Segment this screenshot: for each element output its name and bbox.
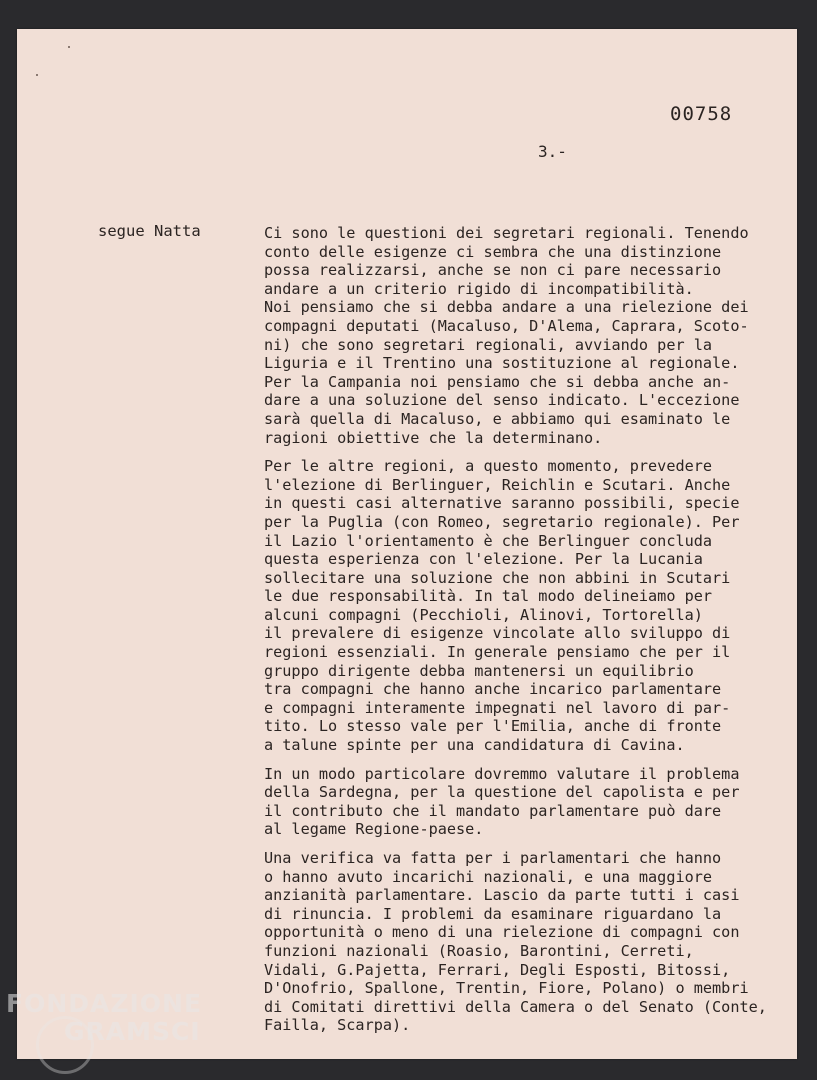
text-line: andare a un criterio rigido di incompatibilità. <box>264 279 694 298</box>
text-line: il contributo che il mandato parlamentare può dare <box>264 801 722 820</box>
text-line: Failla, Scarpa). <box>264 1016 411 1035</box>
text-line: Una verifica va fatta per i parlamentari che hanno <box>264 849 722 867</box>
text-line: al legame Regione-paese. <box>264 820 484 839</box>
text-line: tra compagni che hanno anche incarico parlamentare <box>264 680 722 699</box>
text-line: di Comitati direttivi della Camera o del Senato (Conte, <box>264 997 767 1016</box>
text-line: tito. Lo stesso vale per l'Emilia, anche di fronte <box>264 717 722 736</box>
text-line: possa realizzarsi, anche se non ci pare necessario <box>264 261 722 280</box>
text-line: Ci sono le questioni dei segretari regionali. Tenendo <box>264 224 749 242</box>
fondazione-gramsci-watermark <box>6 990 202 1046</box>
page-number: 3.- <box>538 142 567 161</box>
text-line: Per le altre regioni, a questo momento, prevedere <box>264 457 713 476</box>
text-line: o hanno avuto incarichi nazionali, e una maggiore <box>264 867 713 886</box>
text-line: alcuni compagni (Pecchioli, Alinovi, Tortorella) <box>264 605 703 624</box>
watermark-line-1: FONDAZIONE <box>6 989 203 1018</box>
paper-speck <box>68 46 70 48</box>
text-line: e compagni interamente impegnati nel lavoro di par- <box>264 698 731 717</box>
text-line: Vidali, G.Pajetta, Ferrari, Degli Esposti, Bitossi, <box>264 960 731 979</box>
text-line: ragioni obiettive che la determinano. <box>264 428 603 447</box>
paragraph <box>264 849 784 1035</box>
text-line: Per la Campania noi pensiamo che si debba anche an- <box>264 372 731 391</box>
paragraph <box>264 457 784 755</box>
watermark-line-2: GRAMSCI <box>64 1017 201 1046</box>
text-line: Noi pensiamo che si debba andare a una rielezione dei <box>264 298 749 317</box>
text-line: in questi casi alternative saranno possibili, specie <box>264 494 740 513</box>
text-line: della Sardegna, per la questione del capolista e per <box>264 783 740 802</box>
text-line: sarà quella di Macaluso, e abbiamo qui esaminato le <box>264 409 731 428</box>
paper-speck <box>36 74 38 76</box>
text-line: Liguria e il Trentino una sostituzione al regionale. <box>264 354 740 373</box>
text-line: dare a una soluzione del senso indicato. L'eccezione <box>264 391 740 410</box>
text-line: le due responsabilità. In tal modo delineiamo per <box>264 587 713 606</box>
paragraph <box>264 224 784 447</box>
text-line: funzioni nazionali (Roasio, Barontini, Cerreti, <box>264 941 694 960</box>
text-line: ni) che sono segretari regionali, avviando per la <box>264 335 713 354</box>
text-line: regioni essenziali. In generale pensiamo che per il <box>264 643 731 662</box>
text-line: anzianità parlamentare. Lascio da parte tutti i casi <box>264 886 740 905</box>
transcript-body <box>264 224 784 1045</box>
text-line: compagni deputati (Macaluso, D'Alema, Caprara, Scoto- <box>264 316 749 335</box>
text-line: di rinuncia. I problemi da esaminare riguardano la <box>264 904 722 923</box>
speaker-label: segue Natta <box>98 222 201 240</box>
text-line: a talune spinte per una candidatura di Cavina. <box>264 736 685 755</box>
text-line: D'Onofrio, Spallone, Trentin, Fiore, Polano) o membri <box>264 979 749 998</box>
text-line: per la Puglia (con Romeo, segretario regionale). Per <box>264 512 740 531</box>
text-line: il prevalere di esigenze vincolate allo sviluppo di <box>264 624 731 643</box>
document-number: 00758 <box>670 103 733 125</box>
bleed-through-text <box>84 207 92 222</box>
text-line: opportunità o meno di una rielezione di compagni con <box>264 923 740 942</box>
text-line: In un modo particolare dovremmo valutare il problema <box>264 764 740 783</box>
text-line: sollecitare una soluzione che non abbini in Scutari <box>264 568 731 587</box>
text-line: conto delle esigenze ci sembra che una distinzione <box>264 242 722 261</box>
paragraph <box>264 765 784 839</box>
text-line: il Lazio l'orientamento è che Berlinguer concluda <box>264 531 713 550</box>
text-line: gruppo dirigente debba mantenersi un equilibrio <box>264 661 694 680</box>
text-line: l'elezione di Berlinguer, Reichlin e Scutari. Anche <box>264 475 731 494</box>
text-line: questa esperienza con l'elezione. Per la Lucania <box>264 550 703 569</box>
